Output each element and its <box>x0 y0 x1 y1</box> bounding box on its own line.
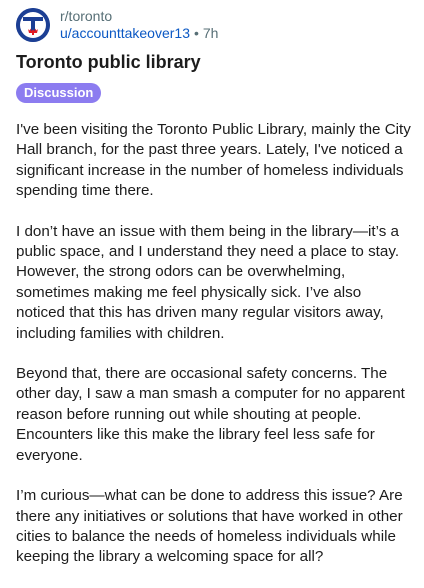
post-age: 7h <box>202 25 219 41</box>
flair-badge[interactable]: Discussion <box>16 83 101 103</box>
post-paragraph: I don’t have an issue with them being in the library—it’s a public space, and I understand they need a place to stay. However, the strong odors can be overwhelming, sometimes making me feel physically sick. I’ve also noticed that this has driven many regular visitors away, including families with children. <box>16 222 400 342</box>
post-paragraph: Beyond that, there are occasional safety concerns. The other day, I saw a man smash a computer for no apparent reason before running out while shouting at people. Encounters like this make the library feel less safe for everyone. <box>16 365 405 464</box>
post-paragraph: I've been visiting the Toronto Public Library, mainly the City Hall branch, for the past three years. Lately, I've noticed a significant increase in the number of homeless individuals spending time there. <box>16 121 411 200</box>
post-meta <box>60 8 218 42</box>
post-body <box>16 120 412 588</box>
post-title: Toronto public library <box>16 52 201 72</box>
post-paragraph: I’m curious—what can be done to address this issue? Are there any initiatives or solutions that have worked in other cities to balance the needs of homeless individuals while keeping the library a welcoming space for all? <box>16 487 403 566</box>
author-line <box>60 25 218 42</box>
subreddit-link[interactable]: r/toronto <box>60 8 113 24</box>
author-link[interactable]: u/accounttakeover13 <box>60 25 190 41</box>
post-header <box>16 8 218 42</box>
toronto-logo-icon[interactable] <box>16 8 50 42</box>
meta-separator: • <box>193 25 199 41</box>
